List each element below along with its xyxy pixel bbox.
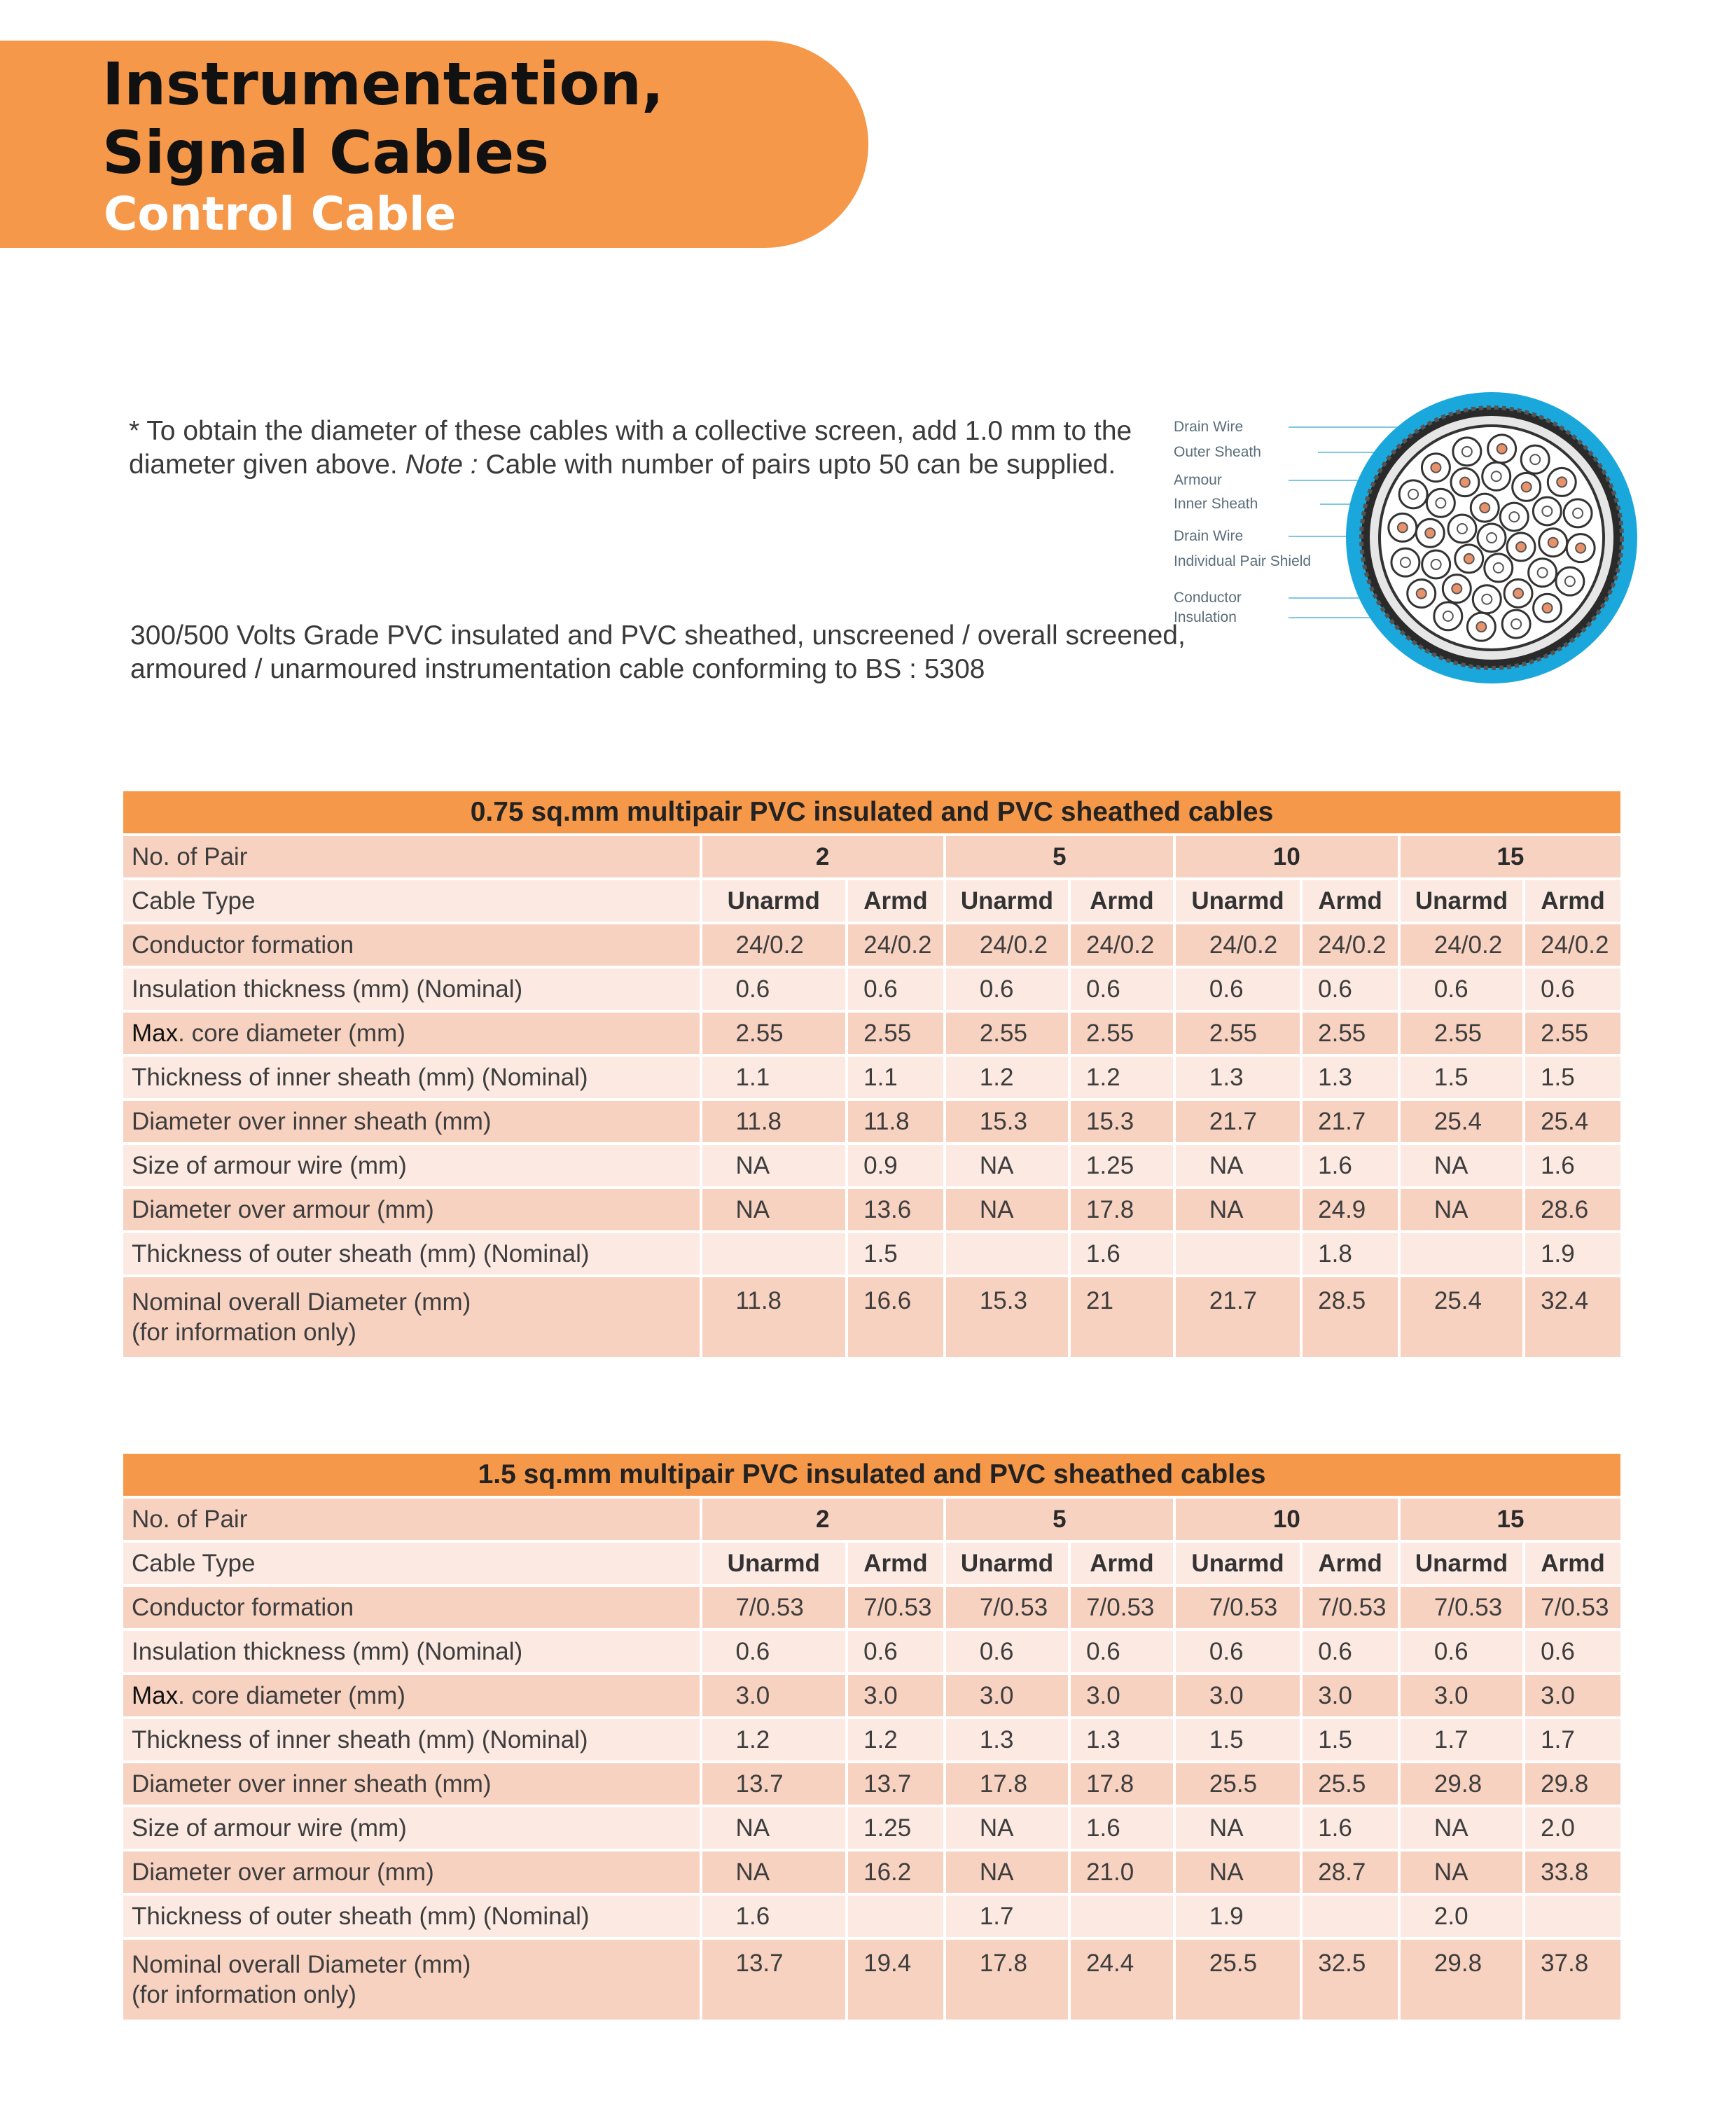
conductor-shape (1462, 447, 1472, 457)
table-row (123, 968, 1620, 1010)
row-label-text: Thickness of outer sheath (mm) (Nominal) (132, 1239, 590, 1267)
table-cell: 2.0 (1525, 1807, 1620, 1849)
table-cell: 2.55 (946, 1013, 1068, 1054)
cable-type-header: Armd (1525, 880, 1620, 922)
row-label (123, 1013, 700, 1054)
table-cell: 0.6 (848, 968, 943, 1010)
table-cell: NA (1176, 1189, 1300, 1230)
cable-type-header: Unarmd (1401, 1543, 1522, 1584)
row-label (123, 1631, 700, 1672)
table-cell: 13.7 (848, 1763, 943, 1805)
table-cell: 25.5 (1303, 1763, 1398, 1805)
table-cell: 2.55 (1525, 1013, 1620, 1054)
row-label-text: Diameter over armour (mm) (132, 1195, 434, 1223)
table-cell: 24/0.2 (848, 924, 943, 966)
table-cell: 25.4 (1525, 1101, 1620, 1142)
row-label-text: Nominal overall Diameter (mm) (132, 1288, 471, 1316)
table-cell: 17.8 (946, 1763, 1068, 1805)
pair-count-header: 15 (1401, 1499, 1620, 1540)
cable-type-header: Armd (1303, 1543, 1398, 1584)
conductor-shape (1476, 622, 1486, 632)
table-cell: 1.7 (946, 1896, 1068, 1937)
table-cell: 28.6 (1525, 1189, 1620, 1230)
row-label (123, 1896, 700, 1937)
table-cell (1071, 1896, 1173, 1937)
table-cell: 7/0.53 (1071, 1587, 1173, 1628)
table-row (123, 924, 1620, 966)
table-cell: 25.4 (1401, 1277, 1522, 1357)
table-cell: 0.6 (1176, 968, 1300, 1010)
row-label (123, 1807, 700, 1849)
cable-type-header: Armd (1071, 1543, 1173, 1584)
table-cell: 0.9 (848, 1145, 943, 1186)
cable-type-header: Unarmd (702, 880, 846, 922)
cable-type-header: Armd (1525, 1543, 1620, 1584)
table-cell: 15.3 (946, 1277, 1068, 1357)
cable-type-label: Cable Type (123, 1543, 700, 1584)
cable-type-header: Unarmd (1176, 880, 1300, 922)
table-cell: 0.6 (848, 1631, 943, 1672)
table-cell: 3.0 (1176, 1675, 1300, 1716)
table-cell: 11.8 (848, 1101, 943, 1142)
pair-count-header: 5 (946, 1499, 1173, 1540)
conductor-shape (1494, 563, 1504, 573)
row-label-text: Thickness of inner sheath (mm) (Nominal) (132, 1063, 588, 1091)
conductor-shape (1464, 554, 1474, 564)
table-cell: 7/0.53 (702, 1587, 846, 1628)
table-cell (1525, 1896, 1620, 1937)
table-cell: 7/0.53 (1401, 1587, 1522, 1628)
pair-count-header: 10 (1176, 1499, 1398, 1540)
table-cell: 1.1 (702, 1057, 846, 1098)
table-row (123, 1587, 1620, 1628)
table-cell: 2.55 (1303, 1013, 1398, 1054)
table-cell: 0.6 (946, 968, 1068, 1010)
table-cell: 0.6 (702, 1631, 846, 1672)
conductor-shape (1425, 528, 1435, 538)
table-cell: 2.55 (1401, 1013, 1522, 1054)
conductor-shape (1497, 444, 1507, 454)
conductor-shape (1509, 512, 1519, 522)
diagram-label: Drain Wire (1174, 528, 1244, 544)
table-cell: 1.5 (1401, 1057, 1522, 1098)
table-cell: 24/0.2 (1303, 924, 1398, 966)
row-label (123, 1277, 700, 1357)
table-cell: 2.55 (1176, 1013, 1300, 1054)
table-cell (1401, 1233, 1522, 1274)
table-cell: 0.6 (1303, 1631, 1398, 1672)
table-cell: 32.5 (1303, 1940, 1398, 2020)
cable-cross-section-svg (1169, 385, 1646, 693)
conductor-shape (1557, 477, 1567, 487)
conductor-shape (1542, 506, 1552, 516)
table-cell: 33.8 (1525, 1852, 1620, 1893)
table-cell: 2.55 (702, 1013, 846, 1054)
table-cell: 3.0 (1303, 1675, 1398, 1716)
title-banner (0, 41, 868, 248)
table-cell: 24/0.2 (702, 924, 846, 966)
table-row (123, 1940, 1620, 2020)
row-label-text: Diameter over inner sheath (mm) (132, 1770, 492, 1798)
cable-type-header: Unarmd (946, 1543, 1068, 1584)
table-cell: NA (1401, 1145, 1522, 1186)
table-cell: 29.8 (1401, 1763, 1522, 1805)
row-label (123, 968, 700, 1010)
table-cell: 0.6 (1401, 968, 1522, 1010)
table-cell: 0.6 (1071, 968, 1173, 1010)
pair-count-header: 2 (702, 836, 943, 877)
table-cell: 3.0 (1071, 1675, 1173, 1716)
row-label-bold: Max (132, 1019, 179, 1047)
conductor-shape (1511, 619, 1521, 629)
row-label (123, 924, 700, 966)
table-cell: 1.6 (1525, 1145, 1620, 1186)
conductor-shape (1401, 557, 1410, 567)
spec-table-0-75 (120, 788, 1623, 1360)
table-cell: 13.6 (848, 1189, 943, 1230)
cable-type-header: Armd (1071, 880, 1173, 922)
conductor-shape (1408, 489, 1418, 499)
conductor-shape (1576, 543, 1585, 553)
table-cell: NA (946, 1807, 1068, 1849)
pair-count-header: 10 (1176, 836, 1398, 877)
table-cell: 1.3 (946, 1719, 1068, 1760)
table-cell: 1.5 (1525, 1057, 1620, 1098)
table-cell (1176, 1233, 1300, 1274)
row-label-text: Diameter over inner sheath (mm) (132, 1107, 492, 1135)
table-cell: NA (1176, 1145, 1300, 1186)
table-cell: 29.8 (1401, 1940, 1522, 2020)
table-cell: 1.25 (848, 1807, 943, 1849)
table-cell: 1.6 (1303, 1145, 1398, 1186)
table-row (123, 1057, 1620, 1098)
table-cell: 1.3 (1176, 1057, 1300, 1098)
table-cell (946, 1233, 1068, 1274)
table-row (123, 1101, 1620, 1142)
row-label (123, 1145, 700, 1186)
table-cell: 28.5 (1303, 1277, 1398, 1357)
table-row (123, 1852, 1620, 1893)
cable-type-header: Unarmd (1401, 880, 1522, 922)
table-cell: 15.3 (946, 1101, 1068, 1142)
table-cell: NA (702, 1189, 846, 1230)
conductor-shape (1492, 471, 1501, 481)
conductor-shape (1452, 584, 1461, 594)
row-label (123, 1233, 700, 1274)
table-cell: 0.6 (702, 968, 846, 1010)
table-cell: 21 (1071, 1277, 1173, 1357)
conductor-shape (1516, 542, 1526, 552)
row-label-text: Thickness of inner sheath (mm) (Nominal) (132, 1725, 588, 1753)
table-row (123, 1145, 1620, 1186)
table-cell: 0.6 (946, 1631, 1068, 1672)
diagram-label: Drain Wire (1174, 419, 1244, 435)
cable-cross-section-diagram (1169, 385, 1646, 693)
conductor-shape (1482, 595, 1492, 604)
table-cell: 24/0.2 (1176, 924, 1300, 966)
diameter-note (129, 415, 1137, 482)
conductor-shape (1538, 568, 1548, 578)
table-cell: 1.6 (1071, 1233, 1173, 1274)
table-cell: NA (1176, 1807, 1300, 1849)
table-cell: 13.7 (702, 1940, 846, 2020)
table-cell: 7/0.53 (946, 1587, 1068, 1628)
page-title-line2: Signal Cables (102, 118, 550, 187)
table-cell: NA (702, 1145, 846, 1186)
table-cell: 7/0.53 (848, 1587, 943, 1628)
table-cell: 7/0.53 (1525, 1587, 1620, 1628)
table-cell: 1.2 (702, 1719, 846, 1760)
note-prefix: * To obtain the diameter of these cables with a collective screen, add 1.0 mm to the diameter given above. (129, 416, 1132, 480)
table-cell: 25.5 (1176, 1763, 1300, 1805)
row-label-text: Thickness of outer sheath (mm) (Nominal) (132, 1902, 590, 1930)
table-cell: 24/0.2 (1401, 924, 1522, 966)
conductor-shape (1565, 576, 1575, 586)
table-caption: 1.5 sq.mm multipair PVC insulated and PVC sheathed cables (123, 1454, 1620, 1496)
table-cell: 1.1 (848, 1057, 943, 1098)
table-cell: 24/0.2 (1071, 924, 1173, 966)
table-cell: 1.7 (1525, 1719, 1620, 1760)
table-row (123, 1896, 1620, 1937)
table-cell: 21.7 (1176, 1101, 1300, 1142)
row-label (123, 1719, 700, 1760)
cable-type-header: Unarmd (1176, 1543, 1300, 1584)
table-cell: 1.5 (848, 1233, 943, 1274)
table-cell: 3.0 (946, 1675, 1068, 1716)
table-cell: NA (1176, 1852, 1300, 1893)
table-cell: 11.8 (702, 1277, 846, 1357)
conductor-shape (1573, 508, 1583, 518)
table-cell: 1.7 (1401, 1719, 1522, 1760)
table-cell: 24.4 (1071, 1940, 1173, 2020)
row-label-note: (for information only) (132, 1981, 356, 2008)
table-cell: 24/0.2 (946, 924, 1068, 966)
table-cell: 7/0.53 (1176, 1587, 1300, 1628)
table-cell: 2.55 (848, 1013, 943, 1054)
pair-count-header: 5 (946, 836, 1173, 877)
table-cell: 1.6 (1303, 1807, 1398, 1849)
row-label-text: . core diameter (mm) (178, 1019, 405, 1047)
table-cell: 3.0 (1525, 1675, 1620, 1716)
table-cell: 13.7 (702, 1763, 846, 1805)
table-cell: NA (946, 1852, 1068, 1893)
table-cell (1303, 1896, 1398, 1937)
table-cell: 1.2 (1071, 1057, 1173, 1098)
diagram-label: Outer Sheath (1174, 444, 1261, 460)
table-cell: 11.8 (702, 1101, 846, 1142)
table-cell: 1.6 (702, 1896, 846, 1937)
table-cell: 0.6 (1176, 1631, 1300, 1672)
row-label (123, 1189, 700, 1230)
table-cell: 21.7 (1176, 1277, 1300, 1357)
table-cell: 37.8 (1525, 1940, 1620, 2020)
table-row (123, 1719, 1620, 1760)
table-cell: 1.25 (1071, 1145, 1173, 1186)
pair-count-header: 2 (702, 1499, 943, 1540)
table-cell: 0.6 (1071, 1631, 1173, 1672)
table-cell: 3.0 (1401, 1675, 1522, 1716)
conductor-shape (1543, 603, 1553, 613)
table-cell: 24/0.2 (1525, 924, 1620, 966)
conductor-shape (1480, 503, 1490, 513)
table-row (123, 1233, 1620, 1274)
row-label-text: Insulation thickness (mm) (Nominal) (132, 1637, 523, 1665)
conductor-shape (1548, 538, 1558, 548)
row-label (123, 1763, 700, 1805)
conductor-shape (1431, 463, 1440, 473)
row-label (123, 1101, 700, 1142)
table-cell: NA (1401, 1852, 1522, 1893)
table-cell: 1.6 (1071, 1807, 1173, 1849)
cable-type-header: Unarmd (702, 1543, 846, 1584)
row-label (123, 1675, 700, 1716)
table-row (123, 1763, 1620, 1805)
row-label-text: Conductor formation (132, 931, 354, 959)
conductor-shape (1457, 524, 1467, 534)
table-cell: NA (702, 1807, 846, 1849)
conductor-shape (1431, 560, 1441, 569)
row-label (123, 1057, 700, 1098)
table-cell: NA (702, 1852, 846, 1893)
cable-type-header: Armd (1303, 880, 1398, 922)
row-label (123, 1940, 700, 2020)
table-cell: 1.2 (848, 1719, 943, 1760)
page-title-line1: Instrumentation, (102, 50, 664, 118)
conductor-shape (1522, 482, 1532, 492)
conductor-shape (1398, 522, 1408, 532)
table-cell: 2.0 (1401, 1896, 1522, 1937)
diagram-label: Individual Pair Shield (1174, 553, 1312, 569)
table-cell: 3.0 (702, 1675, 846, 1716)
table-caption: 0.75 sq.mm multipair PVC insulated and PVC sheathed cables (123, 791, 1620, 833)
table-row (123, 1189, 1620, 1230)
cable-description: 300/500 Volts Grade PVC insulated and PVC sheathed, unscreened / overall screened, armoured / unarmoured instrumentation cable conforming to BS : 5308 (130, 620, 1186, 684)
table-cell: 19.4 (848, 1940, 943, 2020)
row-label-text: Size of armour wire (mm) (132, 1151, 407, 1179)
conductor-shape (1436, 498, 1445, 508)
row-label-text: . core diameter (mm) (178, 1681, 405, 1709)
table-cell: 25.4 (1401, 1101, 1522, 1142)
note-suffix: Cable with number of pairs upto 50 can be supplied. (478, 450, 1116, 480)
table-cell: 1.3 (1071, 1719, 1173, 1760)
table-cell: NA (946, 1145, 1068, 1186)
table-cell: 0.6 (1525, 968, 1620, 1010)
table-cell: 16.6 (848, 1277, 943, 1357)
table-cell: 1.5 (1303, 1719, 1398, 1760)
diagram-label: Insulation (1174, 609, 1237, 625)
table-cell: 1.3 (1303, 1057, 1398, 1098)
table-cell: 21.0 (1071, 1852, 1173, 1893)
table-cell: 15.3 (1071, 1101, 1173, 1142)
table-cell: 25.5 (1176, 1940, 1300, 2020)
row-label (123, 1852, 700, 1893)
conductor-shape (1460, 478, 1470, 487)
table-row (123, 1013, 1620, 1054)
table-cell: NA (1401, 1807, 1522, 1849)
table-cell: NA (946, 1189, 1068, 1230)
table-cell: 3.0 (848, 1675, 943, 1716)
table-cell: 0.6 (1401, 1631, 1522, 1672)
cable-type-header: Unarmd (946, 880, 1068, 922)
table-cell: 0.6 (1525, 1631, 1620, 1672)
row-label (123, 1587, 700, 1628)
row-label-text: Size of armour wire (mm) (132, 1814, 407, 1842)
table-cell: 17.8 (1071, 1763, 1173, 1805)
table-cell: 29.8 (1525, 1763, 1620, 1805)
table-cell: 24.9 (1303, 1189, 1398, 1230)
table-cell: 32.4 (1525, 1277, 1620, 1357)
pair-count-label: No. of Pair (123, 836, 700, 877)
row-label-note: (for information only) (132, 1319, 356, 1346)
row-label-text: Nominal overall Diameter (mm) (132, 1951, 471, 1978)
table-cell: 28.7 (1303, 1852, 1398, 1893)
cable-type-label: Cable Type (123, 880, 700, 922)
table-cell: 17.8 (946, 1940, 1068, 2020)
table-cell: 21.7 (1303, 1101, 1398, 1142)
conductor-shape (1417, 589, 1426, 599)
diagram-label: Conductor (1174, 590, 1242, 606)
row-label-text: Insulation thickness (mm) (Nominal) (132, 975, 523, 1003)
table-cell: 16.2 (848, 1852, 943, 1893)
table-cell: NA (1401, 1189, 1522, 1230)
pair-count-header: 15 (1401, 836, 1620, 877)
note-label: Note : (405, 450, 478, 480)
table-cell: 0.6 (1303, 968, 1398, 1010)
table-cell: 1.9 (1525, 1233, 1620, 1274)
table-row (123, 1807, 1620, 1849)
table-cell: 17.8 (1071, 1189, 1173, 1230)
conductor-shape (1530, 454, 1540, 464)
table-row (123, 1277, 1620, 1357)
table-row (123, 1631, 1620, 1672)
table-row (123, 1675, 1620, 1716)
cable-type-header: Armd (848, 1543, 943, 1584)
table-cell: 1.2 (946, 1057, 1068, 1098)
table-cell: 1.9 (1176, 1896, 1300, 1937)
spec-table-1-5 (120, 1451, 1623, 2022)
row-label-text: Diameter over armour (mm) (132, 1858, 434, 1886)
row-label-bold: Max (132, 1681, 179, 1709)
table-cell: 2.55 (1071, 1013, 1173, 1054)
diagram-label: Inner Sheath (1174, 496, 1258, 512)
table-cell (848, 1896, 943, 1937)
conductor-shape (1443, 611, 1453, 621)
table-cell: 1.5 (1176, 1719, 1300, 1760)
row-label-text: Conductor formation (132, 1593, 354, 1621)
cable-type-header: Armd (848, 880, 943, 922)
table-cell: 7/0.53 (1303, 1587, 1398, 1628)
conductor-shape (1513, 588, 1523, 598)
pair-count-label: No. of Pair (123, 1499, 700, 1540)
conductor-shape (1487, 533, 1497, 543)
table-cell: 1.8 (1303, 1233, 1398, 1274)
table-cell (702, 1233, 846, 1274)
page-subtitle: Control Cable (104, 187, 457, 241)
diagram-label: Armour (1174, 472, 1222, 488)
